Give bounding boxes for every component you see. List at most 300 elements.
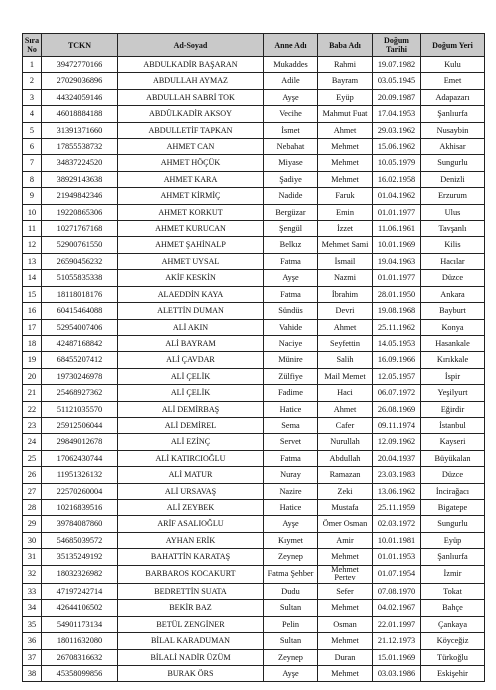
table-row <box>23 303 485 319</box>
cell-row-number: 3 <box>23 89 42 105</box>
cell-baba-adi: Emin <box>318 204 373 220</box>
cell-tckn: 31391371660 <box>42 122 118 138</box>
cell-baba-adi: Cafer <box>318 417 373 433</box>
cell-row-number: 34 <box>23 600 42 616</box>
cell-ad-soyad: AHMET KURUCAN <box>118 221 264 237</box>
cell-dogum-tarihi: 01.07.1954 <box>373 565 421 583</box>
cell-ad-soyad: ALİ KATIRCIOĞLU <box>118 450 264 466</box>
header-sira-line1: Sıra <box>24 36 40 45</box>
cell-row-number: 9 <box>23 188 42 204</box>
cell-tckn: 18011632080 <box>42 633 118 649</box>
cell-anne-adi: Zülfiye <box>264 368 318 384</box>
cell-dogum-yeri: Kulu <box>421 57 485 73</box>
cell-row-number: 17 <box>23 319 42 335</box>
table-row <box>23 204 485 220</box>
cell-ad-soyad: AHMET ŞAHİNALP <box>118 237 264 253</box>
cell-dogum-tarihi: 29.03.1962 <box>373 122 421 138</box>
cell-dogum-yeri: Köyceğiz <box>421 633 485 649</box>
cell-baba-adi: Seyfettin <box>318 335 373 351</box>
cell-anne-adi: Hatice <box>264 401 318 417</box>
cell-ad-soyad: ALİ EZİNÇ <box>118 434 264 450</box>
cell-tckn: 17062430744 <box>42 450 118 466</box>
cell-dogum-yeri: Emet <box>421 73 485 89</box>
cell-ad-soyad: ALİ URSAVAŞ <box>118 483 264 499</box>
cell-tckn: 51055835338 <box>42 270 118 286</box>
cell-anne-adi: Ayşe <box>264 89 318 105</box>
cell-ad-soyad: AHMET KARA <box>118 171 264 187</box>
cell-ad-soyad: ABDULLETİF TAPKAN <box>118 122 264 138</box>
cell-tckn: 46018884188 <box>42 106 118 122</box>
cell-dogum-tarihi: 21.12.1973 <box>373 633 421 649</box>
cell-row-number: 2 <box>23 73 42 89</box>
cell-dogum-tarihi: 15.06.1962 <box>373 139 421 155</box>
table-row <box>23 401 485 417</box>
table-row <box>23 499 485 515</box>
baba-adi-part: Pertev <box>334 573 356 583</box>
table-row <box>23 57 485 73</box>
cell-dogum-tarihi: 03.05.1945 <box>373 73 421 89</box>
cell-tckn: 26708316632 <box>42 649 118 665</box>
cell-ad-soyad: ALİ MATUR <box>118 467 264 483</box>
cell-tckn: 39784087860 <box>42 516 118 532</box>
table-row <box>23 483 485 499</box>
cell-dogum-yeri: Bayburt <box>421 303 485 319</box>
cell-tckn: 29849012678 <box>42 434 118 450</box>
cell-ad-soyad: BİLALİ NADİR ÜZÜM <box>118 649 264 665</box>
cell-anne-adi: Miyase <box>264 155 318 171</box>
cell-dogum-yeri: Sungurlu <box>421 516 485 532</box>
cell-row-number: 26 <box>23 467 42 483</box>
cell-dogum-tarihi: 28.01.1950 <box>373 286 421 302</box>
cell-baba-adi: Amir <box>318 532 373 548</box>
cell-tckn: 19220865306 <box>42 204 118 220</box>
cell-anne-adi: Adile <box>264 73 318 89</box>
cell-tckn: 39472770166 <box>42 57 118 73</box>
cell-tckn: 42644106502 <box>42 600 118 616</box>
cell-baba-adi: Salih <box>318 352 373 368</box>
cell-baba-adi: İbrahim <box>318 286 373 302</box>
cell-row-number: 16 <box>23 303 42 319</box>
cell-ad-soyad: BURAK ÖRS <box>118 666 264 682</box>
cell-anne-adi: Münire <box>264 352 318 368</box>
cell-tckn: 68455207412 <box>42 352 118 368</box>
table-row <box>23 368 485 384</box>
cell-tckn: 17855538732 <box>42 139 118 155</box>
cell-ad-soyad: BAHATTİN KARATAŞ <box>118 549 264 565</box>
cell-ad-soyad: AHMET CAN <box>118 139 264 155</box>
table-row <box>23 649 485 665</box>
cell-dogum-tarihi: 09.11.1974 <box>373 417 421 433</box>
cell-dogum-tarihi: 20.09.1987 <box>373 89 421 105</box>
table-row <box>23 385 485 401</box>
cell-dogum-yeri: Kilis <box>421 237 485 253</box>
cell-baba-adi: Mehmet Sami <box>318 237 373 253</box>
table-row <box>23 155 485 171</box>
cell-ad-soyad: AYHAN ERİK <box>118 532 264 548</box>
cell-tckn: 47197242714 <box>42 583 118 599</box>
cell-ad-soyad: ALAEDDİN KAYA <box>118 286 264 302</box>
header-ad-soyad: Ad-Soyad <box>118 34 264 57</box>
cell-row-number: 4 <box>23 106 42 122</box>
cell-anne-adi: Bergüzar <box>264 204 318 220</box>
cell-dogum-tarihi: 01.04.1962 <box>373 188 421 204</box>
cell-baba-adi: Haci <box>318 385 373 401</box>
table-row <box>23 467 485 483</box>
cell-row-number: 23 <box>23 417 42 433</box>
cell-dogum-yeri: İspir <box>421 368 485 384</box>
cell-tckn: 44324059146 <box>42 89 118 105</box>
cell-baba-adi: Zeki <box>318 483 373 499</box>
cell-anne-adi: Servet <box>264 434 318 450</box>
cell-row-number: 25 <box>23 450 42 466</box>
cell-tckn: 25468927362 <box>42 385 118 401</box>
header-sira-line2: No <box>27 45 37 54</box>
cell-anne-adi: Mukaddes <box>264 57 318 73</box>
table-body <box>23 57 485 682</box>
cell-row-number: 7 <box>23 155 42 171</box>
cell-ad-soyad: ABDÜLKADİR AKSOY <box>118 106 264 122</box>
cell-dogum-yeri: Tokat <box>421 583 485 599</box>
cell-ad-soyad: ALİ ÇAVDAR <box>118 352 264 368</box>
cell-row-number: 27 <box>23 483 42 499</box>
cell-dogum-tarihi: 16.02.1958 <box>373 171 421 187</box>
cell-tckn: 11951326132 <box>42 467 118 483</box>
cell-dogum-yeri: Kayseri <box>421 434 485 450</box>
table-row <box>23 516 485 532</box>
table-row <box>23 583 485 599</box>
cell-anne-adi: İsmet <box>264 122 318 138</box>
cell-tckn: 26590456232 <box>42 253 118 269</box>
cell-ad-soyad: ALİ ÇELİK <box>118 368 264 384</box>
header-tckn: TCKN <box>42 34 118 57</box>
header-dogum-yeri: Doğum Yeri <box>421 34 485 57</box>
header-anne-adi: Anne Adı <box>264 34 318 57</box>
cell-dogum-tarihi: 22.01.1997 <box>373 616 421 632</box>
cell-anne-adi: Fatma <box>264 286 318 302</box>
cell-dogum-tarihi: 25.11.1959 <box>373 499 421 515</box>
cell-row-number: 21 <box>23 385 42 401</box>
cell-anne-adi: Ayşe <box>264 666 318 682</box>
cell-anne-adi: Vahide <box>264 319 318 335</box>
cell-dogum-yeri: Sungurlu <box>421 155 485 171</box>
cell-dogum-yeri: Adapazarı <box>421 89 485 105</box>
cell-baba-adi: Nazmi <box>318 270 373 286</box>
cell-row-number: 6 <box>23 139 42 155</box>
cell-ad-soyad: BİLAL KARADUMAN <box>118 633 264 649</box>
table-row <box>23 616 485 632</box>
cell-row-number: 19 <box>23 352 42 368</box>
cell-tckn: 19730246978 <box>42 368 118 384</box>
cell-row-number: 38 <box>23 666 42 682</box>
cell-tckn: 34837224520 <box>42 155 118 171</box>
cell-baba-adi: Mehmet <box>318 666 373 682</box>
cell-dogum-yeri: Düzce <box>421 467 485 483</box>
cell-anne-adi: Belkız <box>264 237 318 253</box>
cell-tckn: 18118018176 <box>42 286 118 302</box>
cell-ad-soyad: ABDULKADİR BAŞARAN <box>118 57 264 73</box>
cell-dogum-tarihi: 14.05.1953 <box>373 335 421 351</box>
cell-dogum-tarihi: 03.03.1986 <box>373 666 421 682</box>
cell-tckn: 42487168842 <box>42 335 118 351</box>
cell-dogum-yeri: Tavşanlı <box>421 221 485 237</box>
cell-baba-adi: Ahmet <box>318 401 373 417</box>
cell-dogum-tarihi: 10.01.1969 <box>373 237 421 253</box>
cell-row-number: 8 <box>23 171 42 187</box>
cell-row-number: 11 <box>23 221 42 237</box>
cell-dogum-yeri: Eyüp <box>421 532 485 548</box>
table-row <box>23 335 485 351</box>
cell-dogum-tarihi: 19.08.1968 <box>373 303 421 319</box>
cell-ad-soyad: ABDULLAH SABRİ TOK <box>118 89 264 105</box>
cell-row-number: 36 <box>23 633 42 649</box>
cell-dogum-tarihi: 10.01.1981 <box>373 532 421 548</box>
cell-tckn: 52954007406 <box>42 319 118 335</box>
table-row <box>23 139 485 155</box>
cell-anne-adi: Vecihe <box>264 106 318 122</box>
cell-tckn: 52900761550 <box>42 237 118 253</box>
cell-baba-adi: Mehmet <box>318 171 373 187</box>
table-row <box>23 417 485 433</box>
header-dogum-line2: Tarihi <box>385 45 408 54</box>
cell-baba-adi: Ahmet <box>318 319 373 335</box>
cell-tckn: 54685039572 <box>42 532 118 548</box>
cell-baba-adi: Mustafa <box>318 499 373 515</box>
header-dogum-tarihi <box>373 34 421 57</box>
cell-row-number: 15 <box>23 286 42 302</box>
cell-baba-adi: Ahmet <box>318 122 373 138</box>
table-row <box>23 450 485 466</box>
cell-row-number: 32 <box>23 565 42 583</box>
cell-dogum-tarihi: 15.01.1969 <box>373 649 421 665</box>
cell-baba-adi: Faruk <box>318 188 373 204</box>
cell-row-number: 37 <box>23 649 42 665</box>
cell-ad-soyad: ALİ DEMİREL <box>118 417 264 433</box>
cell-dogum-yeri: Konya <box>421 319 485 335</box>
table-row <box>23 633 485 649</box>
cell-baba-adi: Abdullah <box>318 450 373 466</box>
table-row <box>23 352 485 368</box>
cell-dogum-tarihi: 10.05.1979 <box>373 155 421 171</box>
table-row <box>23 237 485 253</box>
cell-dogum-yeri: Ankara <box>421 286 485 302</box>
cell-ad-soyad: BETÜL ZENGİNER <box>118 616 264 632</box>
cell-anne-adi: Fatma Şehber <box>264 565 318 583</box>
cell-ad-soyad: ALİ DEMİRBAŞ <box>118 401 264 417</box>
table-row <box>23 171 485 187</box>
baba-adi-part: Mehmet <box>331 565 359 575</box>
cell-dogum-tarihi: 06.07.1972 <box>373 385 421 401</box>
table-row <box>23 253 485 269</box>
cell-dogum-yeri: Nusaybin <box>421 122 485 138</box>
cell-anne-adi: Sema <box>264 417 318 433</box>
table-row <box>23 73 485 89</box>
cell-ad-soyad: ALİ ZEYBEK <box>118 499 264 515</box>
cell-dogum-tarihi: 04.02.1967 <box>373 600 421 616</box>
table-row <box>23 565 485 583</box>
cell-row-number: 22 <box>23 401 42 417</box>
cell-baba-adi: Nurullah <box>318 434 373 450</box>
cell-baba-adi: İzzet <box>318 221 373 237</box>
cell-ad-soyad: ARİF ASALIOĞLU <box>118 516 264 532</box>
cell-baba-adi: Ömer Osman <box>318 516 373 532</box>
cell-dogum-tarihi: 01.01.1977 <box>373 270 421 286</box>
cell-dogum-tarihi: 02.03.1972 <box>373 516 421 532</box>
cell-row-number: 18 <box>23 335 42 351</box>
people-table <box>22 33 485 682</box>
cell-dogum-tarihi: 17.04.1953 <box>373 106 421 122</box>
cell-dogum-tarihi: 12.09.1962 <box>373 434 421 450</box>
cell-baba-adi: Duran <box>318 649 373 665</box>
cell-dogum-yeri: Düzce <box>421 270 485 286</box>
cell-tckn: 21949842346 <box>42 188 118 204</box>
cell-dogum-yeri: Bigatepe <box>421 499 485 515</box>
cell-anne-adi: Kıymet <box>264 532 318 548</box>
cell-tckn: 35135249192 <box>42 549 118 565</box>
cell-anne-adi: Nebahat <box>264 139 318 155</box>
cell-baba-adi: Bayram <box>318 73 373 89</box>
cell-anne-adi: Zeynep <box>264 649 318 665</box>
cell-ad-soyad: AKİF KESKİN <box>118 270 264 286</box>
table-row <box>23 434 485 450</box>
cell-anne-adi: Sündüs <box>264 303 318 319</box>
cell-dogum-tarihi: 13.06.1962 <box>373 483 421 499</box>
cell-dogum-yeri: Yeşilyurt <box>421 385 485 401</box>
table-row <box>23 221 485 237</box>
cell-dogum-yeri: Ulus <box>421 204 485 220</box>
cell-dogum-yeri: Şanlıurfa <box>421 549 485 565</box>
cell-row-number: 33 <box>23 583 42 599</box>
cell-baba-adi: Mail Memet <box>318 368 373 384</box>
cell-dogum-tarihi: 26.08.1969 <box>373 401 421 417</box>
cell-row-number: 10 <box>23 204 42 220</box>
cell-tckn: 38929143638 <box>42 171 118 187</box>
cell-anne-adi: Fatma <box>264 450 318 466</box>
cell-row-number: 30 <box>23 532 42 548</box>
cell-dogum-yeri: Eskişehir <box>421 666 485 682</box>
cell-baba-adi: Mehmet <box>318 139 373 155</box>
cell-dogum-yeri: Türkoğlu <box>421 649 485 665</box>
cell-anne-adi: Sultan <box>264 600 318 616</box>
cell-ad-soyad: BARBAROS KOCAKURT <box>118 565 264 583</box>
cell-ad-soyad: AHMET UYSAL <box>118 253 264 269</box>
cell-tckn: 45358099856 <box>42 666 118 682</box>
cell-ad-soyad: BEKİR BAZ <box>118 600 264 616</box>
cell-dogum-yeri: Bahçe <box>421 600 485 616</box>
cell-row-number: 13 <box>23 253 42 269</box>
cell-baba-adi: Mehmet <box>318 633 373 649</box>
cell-baba-adi: İsmail <box>318 253 373 269</box>
cell-dogum-tarihi: 20.04.1937 <box>373 450 421 466</box>
cell-dogum-yeri: Akhisar <box>421 139 485 155</box>
cell-dogum-yeri: İstanbul <box>421 417 485 433</box>
cell-dogum-yeri: İnciraǧacı <box>421 483 485 499</box>
cell-dogum-tarihi: 12.05.1957 <box>373 368 421 384</box>
table-row <box>23 270 485 286</box>
table-header-row <box>23 34 485 57</box>
cell-dogum-tarihi: 19.04.1963 <box>373 253 421 269</box>
cell-dogum-tarihi: 01.01.1977 <box>373 204 421 220</box>
cell-dogum-yeri: Denizli <box>421 171 485 187</box>
cell-dogum-yeri: Büyükalan <box>421 450 485 466</box>
document-page <box>22 33 484 682</box>
table-row <box>23 532 485 548</box>
cell-dogum-tarihi: 23.03.1983 <box>373 467 421 483</box>
table-row <box>23 666 485 682</box>
cell-tckn: 51121035570 <box>42 401 118 417</box>
cell-ad-soyad: AHMET HÖÇÜK <box>118 155 264 171</box>
cell-anne-adi: Fatma <box>264 253 318 269</box>
cell-ad-soyad: ALİ ÇELİK <box>118 385 264 401</box>
cell-baba-adi: Ramazan <box>318 467 373 483</box>
cell-baba-adi: Mahmut Fuat <box>318 106 373 122</box>
cell-tckn: 54901173134 <box>42 616 118 632</box>
cell-row-number: 24 <box>23 434 42 450</box>
cell-dogum-yeri: Kırıkkale <box>421 352 485 368</box>
cell-baba-adi: Eyüp <box>318 89 373 105</box>
cell-ad-soyad: ALİ BAYRAM <box>118 335 264 351</box>
header-sira-no <box>23 34 42 57</box>
cell-dogum-yeri: Şanlıurfa <box>421 106 485 122</box>
cell-ad-soyad: ALETTİN DUMAN <box>118 303 264 319</box>
cell-dogum-tarihi: 07.08.1970 <box>373 583 421 599</box>
cell-anne-adi: Zeynep <box>264 549 318 565</box>
cell-dogum-tarihi: 25.11.1962 <box>373 319 421 335</box>
cell-baba-adi <box>318 565 373 583</box>
cell-row-number: 31 <box>23 549 42 565</box>
table-row <box>23 106 485 122</box>
cell-row-number: 1 <box>23 57 42 73</box>
header-baba-adi: Baba Adı <box>318 34 373 57</box>
table-row <box>23 600 485 616</box>
table-row <box>23 122 485 138</box>
cell-tckn: 18032326982 <box>42 565 118 583</box>
cell-ad-soyad: BEDRETTİN SUATA <box>118 583 264 599</box>
cell-anne-adi: Pelin <box>264 616 318 632</box>
cell-row-number: 35 <box>23 616 42 632</box>
cell-row-number: 5 <box>23 122 42 138</box>
cell-row-number: 29 <box>23 516 42 532</box>
cell-anne-adi: Nazire <box>264 483 318 499</box>
cell-tckn: 27029036896 <box>42 73 118 89</box>
cell-dogum-tarihi: 16.09.1966 <box>373 352 421 368</box>
cell-baba-adi: Mehmet <box>318 155 373 171</box>
cell-anne-adi: Şengül <box>264 221 318 237</box>
table-row <box>23 188 485 204</box>
cell-baba-adi: Osman <box>318 616 373 632</box>
cell-row-number: 12 <box>23 237 42 253</box>
cell-anne-adi: Fadime <box>264 385 318 401</box>
cell-anne-adi: Hatice <box>264 499 318 515</box>
cell-row-number: 14 <box>23 270 42 286</box>
cell-baba-adi: Mehmet <box>318 549 373 565</box>
cell-baba-adi: Sefer <box>318 583 373 599</box>
cell-dogum-yeri: Çankaya <box>421 616 485 632</box>
cell-baba-adi: Devri <box>318 303 373 319</box>
cell-ad-soyad: ABDULLAH AYMAZ <box>118 73 264 89</box>
cell-row-number: 20 <box>23 368 42 384</box>
cell-anne-adi: Ayşe <box>264 270 318 286</box>
cell-row-number: 28 <box>23 499 42 515</box>
cell-anne-adi: Nuray <box>264 467 318 483</box>
cell-dogum-yeri: Hasankale <box>421 335 485 351</box>
cell-tckn: 22570260004 <box>42 483 118 499</box>
cell-tckn: 25912506044 <box>42 417 118 433</box>
cell-dogum-tarihi: 11.06.1961 <box>373 221 421 237</box>
table-row <box>23 286 485 302</box>
cell-dogum-tarihi: 19.07.1982 <box>373 57 421 73</box>
cell-anne-adi: Sultan <box>264 633 318 649</box>
cell-dogum-yeri: Hacılar <box>421 253 485 269</box>
